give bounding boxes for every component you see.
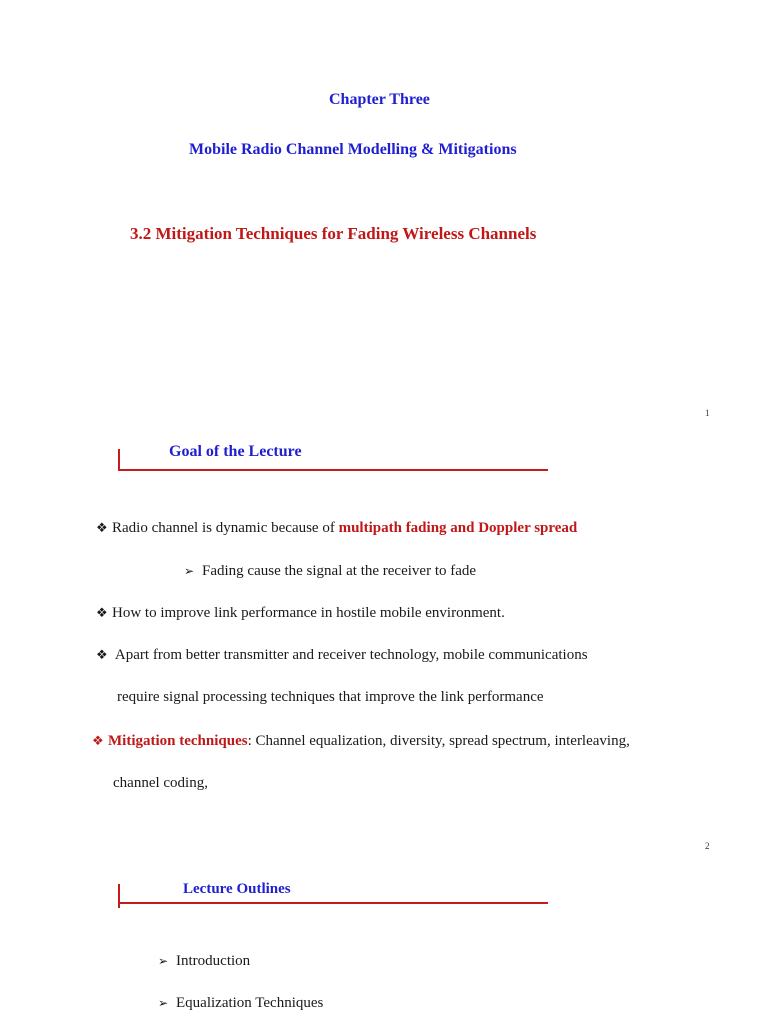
- bullet-item: [96, 605, 505, 622]
- heading-underline: [118, 902, 548, 904]
- diamond-bullet-icon: ❖: [96, 647, 108, 662]
- slide-heading: Goal of the Lecture: [169, 443, 302, 460]
- arrow-bullet-icon: ➢: [158, 954, 169, 968]
- arrow-bullet-icon: ➢: [158, 996, 169, 1010]
- heading-underline: [118, 469, 548, 471]
- outline-item: [158, 995, 323, 1012]
- page-number: 2: [705, 841, 710, 851]
- section-title: 3.2 Mitigation Techniques for Fading Wireless Channels: [130, 224, 537, 243]
- diamond-bullet-icon: ❖: [96, 520, 108, 535]
- bullet-item: [92, 733, 630, 750]
- outline-item-text: Introduction: [176, 953, 251, 969]
- bullet-text: : Channel equalization, diversity, spread spectrum, interleaving,: [247, 733, 630, 749]
- bullet-continuation: channel coding,: [113, 775, 208, 791]
- sub-bullet-item: [184, 563, 476, 580]
- chapter-subtitle: Mobile Radio Channel Modelling & Mitigations: [189, 141, 517, 158]
- bullet-text: Radio channel is dynamic because of: [112, 520, 339, 536]
- diamond-bullet-icon: ❖: [92, 733, 104, 748]
- bullet-item: [96, 520, 577, 537]
- outline-item-text: Equalization Techniques: [176, 995, 324, 1011]
- bullet-emphasis: multipath fading and Doppler spread: [338, 520, 578, 536]
- chapter-title: Chapter Three: [329, 91, 430, 108]
- bullet-text: Apart from better transmitter and receiver technology, mobile communications: [112, 647, 588, 663]
- arrow-bullet-icon: ➢: [184, 564, 195, 578]
- heading-accent-mark: [118, 449, 120, 471]
- bullet-continuation: require signal processing techniques that improve the link performance: [117, 689, 544, 705]
- heading-accent-mark: [118, 884, 120, 908]
- slide-heading: Lecture Outlines: [183, 881, 291, 897]
- diamond-bullet-icon: ❖: [96, 605, 108, 620]
- bullet-item: [96, 647, 588, 664]
- page-number: 1: [705, 408, 710, 418]
- sub-bullet-text: Fading cause the signal at the receiver to fade: [202, 563, 477, 579]
- outline-item: [158, 953, 250, 970]
- bullet-emphasis: Mitigation techniques: [108, 733, 248, 749]
- bullet-text: How to improve link performance in hostile mobile environment.: [112, 605, 505, 621]
